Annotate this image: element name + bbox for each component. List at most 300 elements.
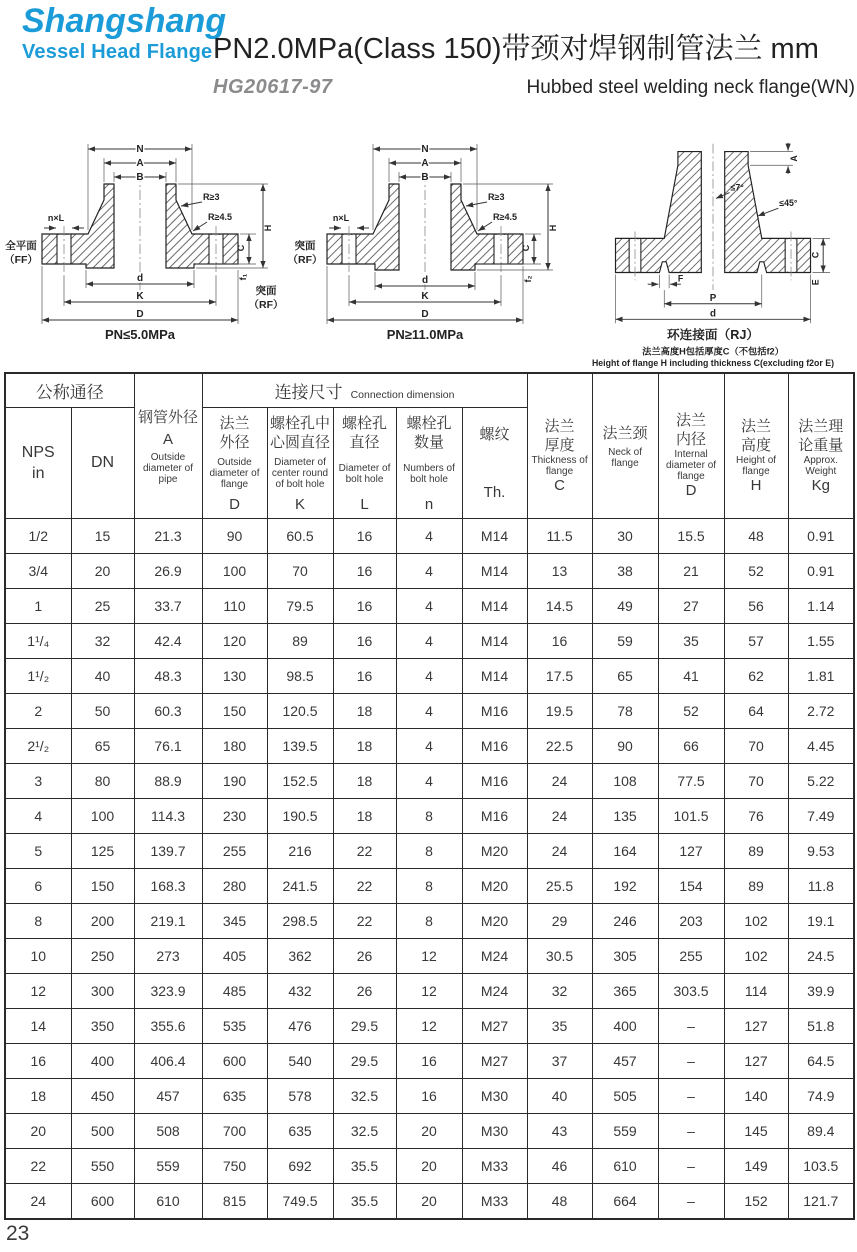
table-cell: 1.55 [788, 623, 854, 658]
table-cell: 4 [396, 553, 462, 588]
table-cell: 600 [71, 1183, 134, 1219]
table-cell: 578 [267, 1078, 333, 1113]
table-cell: 4 [396, 588, 462, 623]
table-cell: 485 [202, 973, 267, 1008]
dim-label-D: D [421, 309, 429, 320]
table-cell: 5.22 [788, 763, 854, 798]
table-cell: 18 [333, 693, 396, 728]
table-cell: 12 [396, 938, 462, 973]
table-cell: 65 [71, 728, 134, 763]
table-cell: 4 [396, 623, 462, 658]
face-label-ff-code: （FF） [4, 254, 38, 266]
table-cell: 16 [396, 1043, 462, 1078]
table-cell: 11.8 [788, 868, 854, 903]
table-cell: 273 [134, 938, 202, 973]
table-cell: 51.8 [788, 1008, 854, 1043]
table-cell: 16 [5, 1043, 71, 1078]
table-cell: 610 [592, 1148, 658, 1183]
table-cell: 88.9 [134, 763, 202, 798]
table-cell: 4.45 [788, 728, 854, 763]
table-cell: M33 [462, 1148, 527, 1183]
table-cell: 32 [71, 623, 134, 658]
table-cell: 508 [134, 1113, 202, 1148]
table-cell: 1 [5, 588, 71, 623]
table-cell: 65 [592, 658, 658, 693]
dim-label-F: F [677, 273, 684, 284]
flange-height-note-en: Height of flange H including thickness C(excluding f2or E) [591, 358, 835, 369]
dim-label-C: C [236, 244, 246, 252]
table-cell: 323.9 [134, 973, 202, 1008]
table-cell: 22 [333, 868, 396, 903]
table-cell: 219.1 [134, 903, 202, 938]
table-cell: 3/4 [5, 553, 71, 588]
table-cell: 77.5 [658, 763, 724, 798]
flange-height-note-cn: 法兰高度H包括厚度C（不包括f2） [642, 346, 784, 357]
table-cell: 29 [527, 903, 592, 938]
table-cell: 20 [5, 1113, 71, 1148]
table-cell: 635 [267, 1113, 333, 1148]
header-nominal-diameter: 公称通径 [5, 373, 134, 407]
table-cell: 18 [5, 1078, 71, 1113]
header-thickness: 法兰 厚度 Thickness of flange C [527, 373, 592, 518]
bolt-hole-label: n×L [47, 213, 65, 223]
radius-label-r3: R≥3 [203, 192, 220, 202]
table-cell: 20 [71, 553, 134, 588]
table-cell: 600 [202, 1043, 267, 1078]
table-cell: 35.5 [333, 1183, 396, 1219]
table-cell: 8 [396, 868, 462, 903]
table-cell: 15.5 [658, 518, 724, 553]
table-cell: 280 [202, 868, 267, 903]
table-cell: 26.9 [134, 553, 202, 588]
table-cell: 70 [724, 728, 788, 763]
table-cell: 2¹/₂ [5, 728, 71, 763]
table-row [5, 973, 854, 1008]
table-cell: 4 [396, 693, 462, 728]
table-cell: 127 [658, 833, 724, 868]
table-cell: 8 [396, 903, 462, 938]
table-row [5, 553, 854, 588]
table-cell: 35.5 [333, 1148, 396, 1183]
table-cell: 32 [527, 973, 592, 1008]
table-cell: 200 [71, 903, 134, 938]
table-cell: 7.49 [788, 798, 854, 833]
dim-label-A: A [136, 158, 144, 169]
table-cell: 16 [333, 658, 396, 693]
table-cell: 18 [333, 763, 396, 798]
table-cell: 25 [71, 588, 134, 623]
table-cell: 692 [267, 1148, 333, 1183]
table-cell: 400 [592, 1008, 658, 1043]
table-cell: 139.7 [134, 833, 202, 868]
radius-label-r45: R≥4.5 [493, 212, 517, 222]
table-cell: 76.1 [134, 728, 202, 763]
table-cell: M14 [462, 623, 527, 658]
table-cell: 100 [202, 553, 267, 588]
table-cell: 15 [71, 518, 134, 553]
table-cell: 216 [267, 833, 333, 868]
table-cell: 127 [724, 1008, 788, 1043]
subtitle-row [213, 76, 855, 99]
table-row [5, 798, 854, 833]
table-cell: M24 [462, 973, 527, 1008]
table-cell: 0.91 [788, 518, 854, 553]
table-cell: 298.5 [267, 903, 333, 938]
table-cell: 21 [658, 553, 724, 588]
radius-label-r3: R≥3 [488, 192, 505, 202]
table-cell: 90 [202, 518, 267, 553]
table-body [5, 518, 854, 1219]
dim-label-K: K [136, 291, 144, 302]
table-cell: 540 [267, 1043, 333, 1078]
table-cell: 56 [724, 588, 788, 623]
bolt-hole-label: n×L [332, 213, 350, 223]
table-cell: 250 [71, 938, 134, 973]
dim-label-C: C [810, 251, 821, 259]
table-cell: 749.5 [267, 1183, 333, 1219]
table-row [5, 693, 854, 728]
table-cell: 22 [5, 1148, 71, 1183]
dim-label-H: H [548, 224, 558, 232]
company-logo [22, 2, 226, 64]
title-block [213, 26, 855, 99]
table-cell: 89 [267, 623, 333, 658]
table-cell: 35 [527, 1008, 592, 1043]
table-cell: 120.5 [267, 693, 333, 728]
table-cell: M20 [462, 868, 527, 903]
table-cell: 14.5 [527, 588, 592, 623]
table-cell: 3 [5, 763, 71, 798]
page-header [0, 0, 857, 132]
table-cell: 26 [333, 938, 396, 973]
table-cell: 1¹/₄ [5, 623, 71, 658]
table-cell: 98.5 [267, 658, 333, 693]
table-cell: 103.5 [788, 1148, 854, 1183]
table-cell: 4 [396, 518, 462, 553]
table-cell: – [658, 1113, 724, 1148]
angle-label-45deg: ≤45° [779, 198, 798, 209]
table-cell: 11.5 [527, 518, 592, 553]
table-cell: 78 [592, 693, 658, 728]
table-cell: 550 [71, 1148, 134, 1183]
table-cell: 39.9 [788, 973, 854, 1008]
table-cell: 101.5 [658, 798, 724, 833]
diagram-caption: PN≤5.0MPa [105, 327, 175, 342]
table-cell: 135 [592, 798, 658, 833]
header-dn: DN [71, 407, 134, 518]
table-cell: 154 [658, 868, 724, 903]
table-cell: M30 [462, 1113, 527, 1148]
table-cell: 664 [592, 1183, 658, 1219]
diagram-wn-flange-ff [0, 136, 285, 370]
page-title: PN2.0MPa(Class 150)带颈对焊钢制管法兰 mm [213, 33, 819, 65]
table-cell: 79.5 [267, 588, 333, 623]
table-cell: 114.3 [134, 798, 202, 833]
table-cell: 4 [396, 658, 462, 693]
table-cell: 140 [724, 1078, 788, 1113]
table-cell: 17.5 [527, 658, 592, 693]
table-cell: – [658, 1043, 724, 1078]
table-row [5, 658, 854, 693]
table-cell: 16 [396, 1078, 462, 1113]
table-cell: 457 [592, 1043, 658, 1078]
table-cell: 610 [134, 1183, 202, 1219]
table-cell: 750 [202, 1148, 267, 1183]
table-cell: 57 [724, 623, 788, 658]
table-row [5, 1148, 854, 1183]
table-cell: 1/2 [5, 518, 71, 553]
table-cell: 4 [396, 763, 462, 798]
table-cell: M16 [462, 693, 527, 728]
table-cell: M16 [462, 728, 527, 763]
table-cell: 60.3 [134, 693, 202, 728]
table-cell: 559 [134, 1148, 202, 1183]
table-row [5, 903, 854, 938]
table-cell: 406.4 [134, 1043, 202, 1078]
table-row [5, 1043, 854, 1078]
table-cell: 180 [202, 728, 267, 763]
table-cell: 37 [527, 1043, 592, 1078]
table-row [5, 588, 854, 623]
table-cell: 145 [724, 1113, 788, 1148]
table-cell: – [658, 1183, 724, 1219]
face-label-ff-cn: 全平面 [5, 240, 37, 252]
table-cell: 32.5 [333, 1078, 396, 1113]
table-cell: – [658, 1078, 724, 1113]
table-cell: 16 [333, 623, 396, 658]
table-cell: 35 [658, 623, 724, 658]
table-cell: 89 [724, 833, 788, 868]
table-cell: 8 [396, 798, 462, 833]
table-cell: M14 [462, 553, 527, 588]
table-cell: 164 [592, 833, 658, 868]
dim-label-d: d [710, 308, 716, 320]
table-cell: 150 [71, 868, 134, 903]
dim-label-K: K [421, 291, 429, 302]
table-cell: 345 [202, 903, 267, 938]
table-cell: 8 [396, 833, 462, 868]
table-cell: 4 [5, 798, 71, 833]
table-cell: M14 [462, 588, 527, 623]
header-pipe-od: 钢管外径 A Outside diameter of pipe [134, 373, 202, 518]
table-cell: – [658, 1008, 724, 1043]
dim-label-f: f₁ [238, 273, 248, 281]
table-cell: 114 [724, 973, 788, 1008]
table-cell: 21.3 [134, 518, 202, 553]
table-cell: 405 [202, 938, 267, 973]
table-cell: 102 [724, 903, 788, 938]
table-cell: 89.4 [788, 1113, 854, 1148]
table-row [5, 1183, 854, 1219]
table-cell: 149 [724, 1148, 788, 1183]
table-cell: 64.5 [788, 1043, 854, 1078]
table-cell: 241.5 [267, 868, 333, 903]
diagram-caption: 环连接面（RJ） [666, 327, 760, 342]
dim-label-E: E [810, 279, 821, 286]
table-cell: 432 [267, 973, 333, 1008]
table-cell: 190.5 [267, 798, 333, 833]
header-thread: 螺纹 Th. [462, 407, 527, 518]
table-cell: 32.5 [333, 1113, 396, 1148]
table-cell: 365 [592, 973, 658, 1008]
table-cell: 190 [202, 763, 267, 798]
dim-label-N: N [136, 144, 144, 155]
table-cell: 505 [592, 1078, 658, 1113]
table-cell: 74.9 [788, 1078, 854, 1113]
table-cell: 350 [71, 1008, 134, 1043]
page-subtitle-en: Hubbed steel welding neck flange(WN) [526, 77, 855, 98]
table-cell: 42.4 [134, 623, 202, 658]
table-cell: 2 [5, 693, 71, 728]
flange-spec-table [4, 372, 855, 1220]
table-cell: 14 [5, 1008, 71, 1043]
table-cell: 46 [527, 1148, 592, 1183]
table-cell: 38 [592, 553, 658, 588]
table-cell: 50 [71, 693, 134, 728]
table-cell: 22 [333, 903, 396, 938]
table-cell: 400 [71, 1043, 134, 1078]
table-cell: 20 [396, 1113, 462, 1148]
table-cell: 18 [333, 798, 396, 833]
table-cell: 52 [724, 553, 788, 588]
table-row [5, 1008, 854, 1043]
table-cell: 450 [71, 1078, 134, 1113]
table-cell: 255 [202, 833, 267, 868]
spec-table-wrapper [4, 372, 855, 1220]
table-cell: 22 [333, 833, 396, 868]
table-cell: 90 [592, 728, 658, 763]
table-cell: M20 [462, 903, 527, 938]
table-cell: 100 [71, 798, 134, 833]
table-cell: 9.53 [788, 833, 854, 868]
table-cell: 457 [134, 1078, 202, 1113]
table-cell: 76 [724, 798, 788, 833]
table-cell: 48 [724, 518, 788, 553]
table-cell: 24 [527, 763, 592, 798]
page-number: 23 [6, 1222, 30, 1245]
table-cell: 152.5 [267, 763, 333, 798]
diagram-caption: PN≥11.0MPa [386, 327, 464, 342]
table-cell: 29.5 [333, 1043, 396, 1078]
table-cell: 41 [658, 658, 724, 693]
dim-label-P: P [709, 292, 717, 304]
table-cell: 48 [527, 1183, 592, 1219]
table-cell: 70 [724, 763, 788, 798]
dim-label-C: C [521, 244, 531, 252]
header-bolt-circle: 螺栓孔中 心圆直径 Diameter of center round of bolt hole K [267, 407, 333, 518]
table-cell: 12 [396, 1008, 462, 1043]
table-cell: 815 [202, 1183, 267, 1219]
table-row [5, 1113, 854, 1148]
table-cell: 102 [724, 938, 788, 973]
table-cell: 6 [5, 868, 71, 903]
diagram-wn-flange-rj [570, 136, 857, 370]
table-cell: M16 [462, 798, 527, 833]
table-cell: 40 [71, 658, 134, 693]
table-cell: 33.7 [134, 588, 202, 623]
table-cell: 192 [592, 868, 658, 903]
header-neck: 法兰颈 Neck of flange [592, 373, 658, 518]
logo-brand-name: Shangshang [22, 2, 227, 40]
table-cell: 121.7 [788, 1183, 854, 1219]
table-cell: 535 [202, 1008, 267, 1043]
table-cell: M24 [462, 938, 527, 973]
table-cell: 110 [202, 588, 267, 623]
table-cell: 8 [5, 903, 71, 938]
table-cell: 16 [527, 623, 592, 658]
standard-number: HG20617-97 [213, 76, 333, 98]
dim-label-B: B [421, 172, 429, 183]
table-cell: 66 [658, 728, 724, 763]
dim-label-d: d [421, 275, 429, 286]
table-cell: 24 [5, 1183, 71, 1219]
table-cell: 62 [724, 658, 788, 693]
dim-label-d: d [136, 273, 144, 284]
table-cell: 13 [527, 553, 592, 588]
table-cell: 300 [71, 973, 134, 1008]
face-label-rf-code: （RF） [287, 254, 323, 266]
table-cell: 2.72 [788, 693, 854, 728]
table-cell: 19.1 [788, 903, 854, 938]
table-row [5, 833, 854, 868]
header-nps: NPS in [5, 407, 71, 518]
logo-tagline: Vessel Head Flange [22, 41, 213, 63]
table-cell: 27 [658, 588, 724, 623]
table-cell: 18 [333, 728, 396, 763]
table-cell: M27 [462, 1008, 527, 1043]
table-cell: 89 [724, 868, 788, 903]
header-flange-od: 法兰 外径 Outside diameter of flange D [202, 407, 267, 518]
table-row [5, 728, 854, 763]
table-cell: 16 [333, 518, 396, 553]
table-cell: 120 [202, 623, 267, 658]
table-cell: 476 [267, 1008, 333, 1043]
table-cell: 139.5 [267, 728, 333, 763]
table-cell: 635 [202, 1078, 267, 1113]
table-cell: 125 [71, 833, 134, 868]
table-cell: 130 [202, 658, 267, 693]
table-cell: 29.5 [333, 1008, 396, 1043]
table-cell: M20 [462, 833, 527, 868]
table-cell: 20 [396, 1183, 462, 1219]
table-cell: 59 [592, 623, 658, 658]
table-row [5, 938, 854, 973]
table-cell: 16 [333, 553, 396, 588]
flange-diagrams [0, 136, 857, 370]
table-cell: 30 [592, 518, 658, 553]
header-weight: 法兰理 论重量 Approx. Weight Kg [788, 373, 854, 518]
angle-label-7deg: ≤7° [730, 182, 744, 193]
table-cell: M16 [462, 763, 527, 798]
header-bolt-hole-diameter: 螺栓孔 直径 Diameter of bolt hole L [333, 407, 396, 518]
table-cell: 127 [724, 1043, 788, 1078]
dim-label-A: A [788, 155, 799, 162]
dim-label-f: f₂ [523, 275, 533, 283]
table-cell: 246 [592, 903, 658, 938]
table-cell: 203 [658, 903, 724, 938]
table-cell: 48.3 [134, 658, 202, 693]
header-bolt-number: 螺栓孔 数量 Numbers of bolt hole n [396, 407, 462, 518]
table-cell: 303.5 [658, 973, 724, 1008]
dim-label-D: D [136, 309, 144, 320]
table-cell: 22.5 [527, 728, 592, 763]
table-cell: 24.5 [788, 938, 854, 973]
table-cell: 1.14 [788, 588, 854, 623]
table-cell: M14 [462, 518, 527, 553]
table-cell: M14 [462, 658, 527, 693]
table-cell: 108 [592, 763, 658, 798]
table-cell: 80 [71, 763, 134, 798]
